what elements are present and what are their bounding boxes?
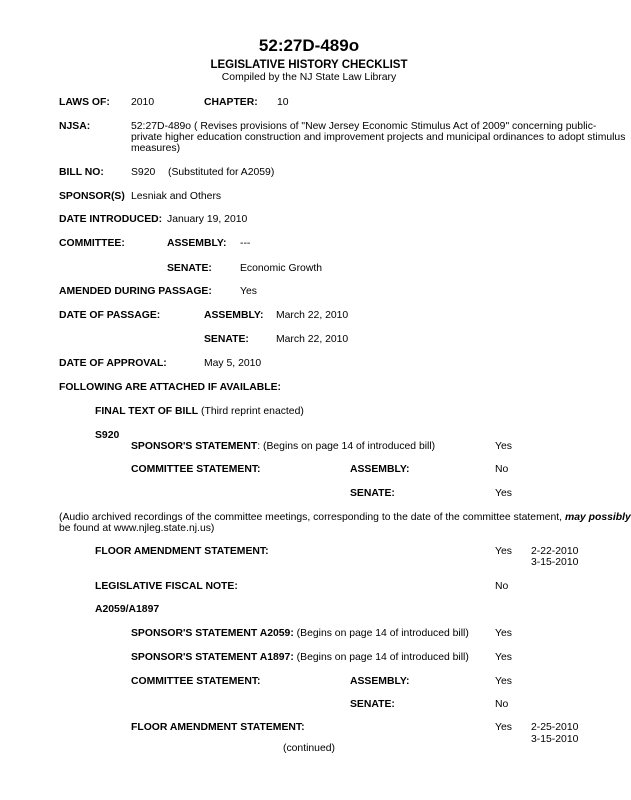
a2059-heading: A2059/A1897: [95, 604, 160, 615]
floor-amendment-date-1: 2-22-2010: [531, 546, 579, 557]
njsa-line-3: measures): [131, 143, 181, 154]
audio-note-text: (Audio archived recordings of the committee meetings, corresponding to the date of the committee statement,: [59, 512, 565, 523]
njsa-line-1: 52:27D-489o ( Revises provisions of "New Jersey Economic Stimulus Act of 2009" concerning public-: [131, 121, 597, 132]
s920-senate-value: Yes: [495, 488, 512, 499]
s920-committee-statement-label: COMMITTEE STATEMENT:: [131, 464, 261, 475]
sponsors-label: SPONSOR(S): [59, 191, 125, 202]
s920-heading: S920: [95, 430, 120, 441]
bill-no-note: (Substituted for A2059): [168, 167, 275, 178]
a2059-assembly-value: Yes: [495, 676, 512, 687]
amended-value: Yes: [240, 286, 257, 297]
committee-assembly-label: ASSEMBLY:: [167, 238, 227, 249]
passage-senate-date: March 22, 2010: [276, 334, 349, 345]
floor-amendment-label: FLOOR AMENDMENT STATEMENT:: [95, 546, 269, 557]
a2059-floor-amendment-date-2: 3-15-2010: [531, 734, 579, 745]
date-of-passage-label: DATE OF PASSAGE:: [59, 310, 161, 321]
sponsors-value: Lesniak and Others: [131, 191, 222, 202]
sponsor-statement-a2059-row: [131, 627, 469, 640]
continued-note: (continued): [283, 743, 335, 754]
sponsor-statement-a2059-value: Yes: [495, 628, 512, 639]
date-of-approval-value: May 5, 2010: [204, 358, 262, 369]
document-subtitle: LEGISLATIVE HISTORY CHECKLIST: [210, 59, 408, 71]
sponsor-statement-a2059-label: SPONSOR'S STATEMENT A2059:: [131, 628, 294, 639]
a2059-committee-statement-label: COMMITTEE STATEMENT:: [131, 676, 261, 687]
passage-assembly-label: ASSEMBLY:: [204, 310, 264, 321]
a2059-floor-amendment-date-1: 2-25-2010: [531, 722, 579, 733]
floor-amendment-date-2: 3-15-2010: [531, 557, 579, 568]
a2059-senate-label: SENATE:: [350, 699, 395, 710]
bill-no-value: S920: [131, 167, 156, 178]
a2059-assembly-label: ASSEMBLY:: [350, 676, 410, 687]
floor-amendment-value: Yes: [495, 546, 512, 557]
sponsor-statement-a1897-value: Yes: [495, 652, 512, 663]
audio-note-emphasis: may possibly: [564, 512, 631, 523]
date-of-approval-label: DATE OF APPROVAL:: [59, 358, 167, 369]
committee-label: COMMITTEE:: [59, 238, 125, 249]
chapter-value: 10: [277, 97, 289, 108]
final-text-row: [95, 405, 304, 418]
laws-of-label: LAWS OF:: [59, 97, 110, 108]
a2059-floor-amendment-label: FLOOR AMENDMENT STATEMENT:: [131, 722, 305, 733]
laws-of-value: 2010: [131, 97, 155, 108]
committee-assembly-value: ---: [240, 238, 251, 249]
njsa-label: NJSA:: [59, 121, 91, 132]
document-title: 52:27D-489o: [258, 36, 360, 55]
njsa-line-2: private higher education construction and improvement projects and municipal ordinances to adopt stimulus: [131, 132, 626, 143]
audio-note-line-2: be found at www.njleg.state.nj.us): [59, 523, 215, 534]
attached-heading: FOLLOWING ARE ATTACHED IF AVAILABLE:: [59, 382, 282, 393]
sponsor-statement-a1897-note: (Begins on page 14 of introduced bill): [293, 652, 469, 663]
date-introduced-label: DATE INTRODUCED:: [59, 214, 163, 225]
committee-senate-label: SENATE:: [167, 263, 212, 274]
fiscal-note-value: No: [495, 581, 509, 592]
s920-assembly-value: No: [495, 464, 509, 475]
chapter-label: CHAPTER:: [204, 97, 258, 108]
passage-senate-label: SENATE:: [204, 334, 249, 345]
committee-senate-value: Economic Growth: [240, 263, 322, 274]
s920-sponsor-statement-row: [131, 440, 435, 453]
s920-assembly-label: ASSEMBLY:: [350, 464, 410, 475]
date-introduced-value: January 19, 2010: [167, 214, 248, 225]
sponsor-statement-a1897-label: SPONSOR'S STATEMENT A1897:: [131, 652, 294, 663]
sponsor-statement-a1897-row: [131, 651, 469, 664]
fiscal-note-label: LEGISLATIVE FISCAL NOTE:: [95, 581, 238, 592]
a2059-senate-value: No: [495, 699, 509, 710]
s920-sponsor-statement-value: Yes: [495, 441, 512, 452]
passage-assembly-date: March 22, 2010: [276, 310, 349, 321]
final-text-note: (Third reprint enacted): [201, 406, 304, 417]
s920-sponsor-statement-label: SPONSOR'S STATEMENT: [131, 441, 258, 452]
final-text-label: FINAL TEXT OF BILL: [95, 406, 199, 417]
sponsor-statement-a2059-note: (Begins on page 14 of introduced bill): [293, 628, 469, 639]
s920-sponsor-statement-note: : (Begins on page 14 of introduced bill): [257, 441, 436, 452]
a2059-floor-amendment-value: Yes: [495, 722, 512, 733]
compiled-by-line: Compiled by the NJ State Law Library: [221, 72, 397, 83]
s920-senate-label: SENATE:: [350, 488, 395, 499]
amended-label: AMENDED DURING PASSAGE:: [59, 286, 212, 297]
bill-no-label: BILL NO:: [59, 167, 104, 178]
